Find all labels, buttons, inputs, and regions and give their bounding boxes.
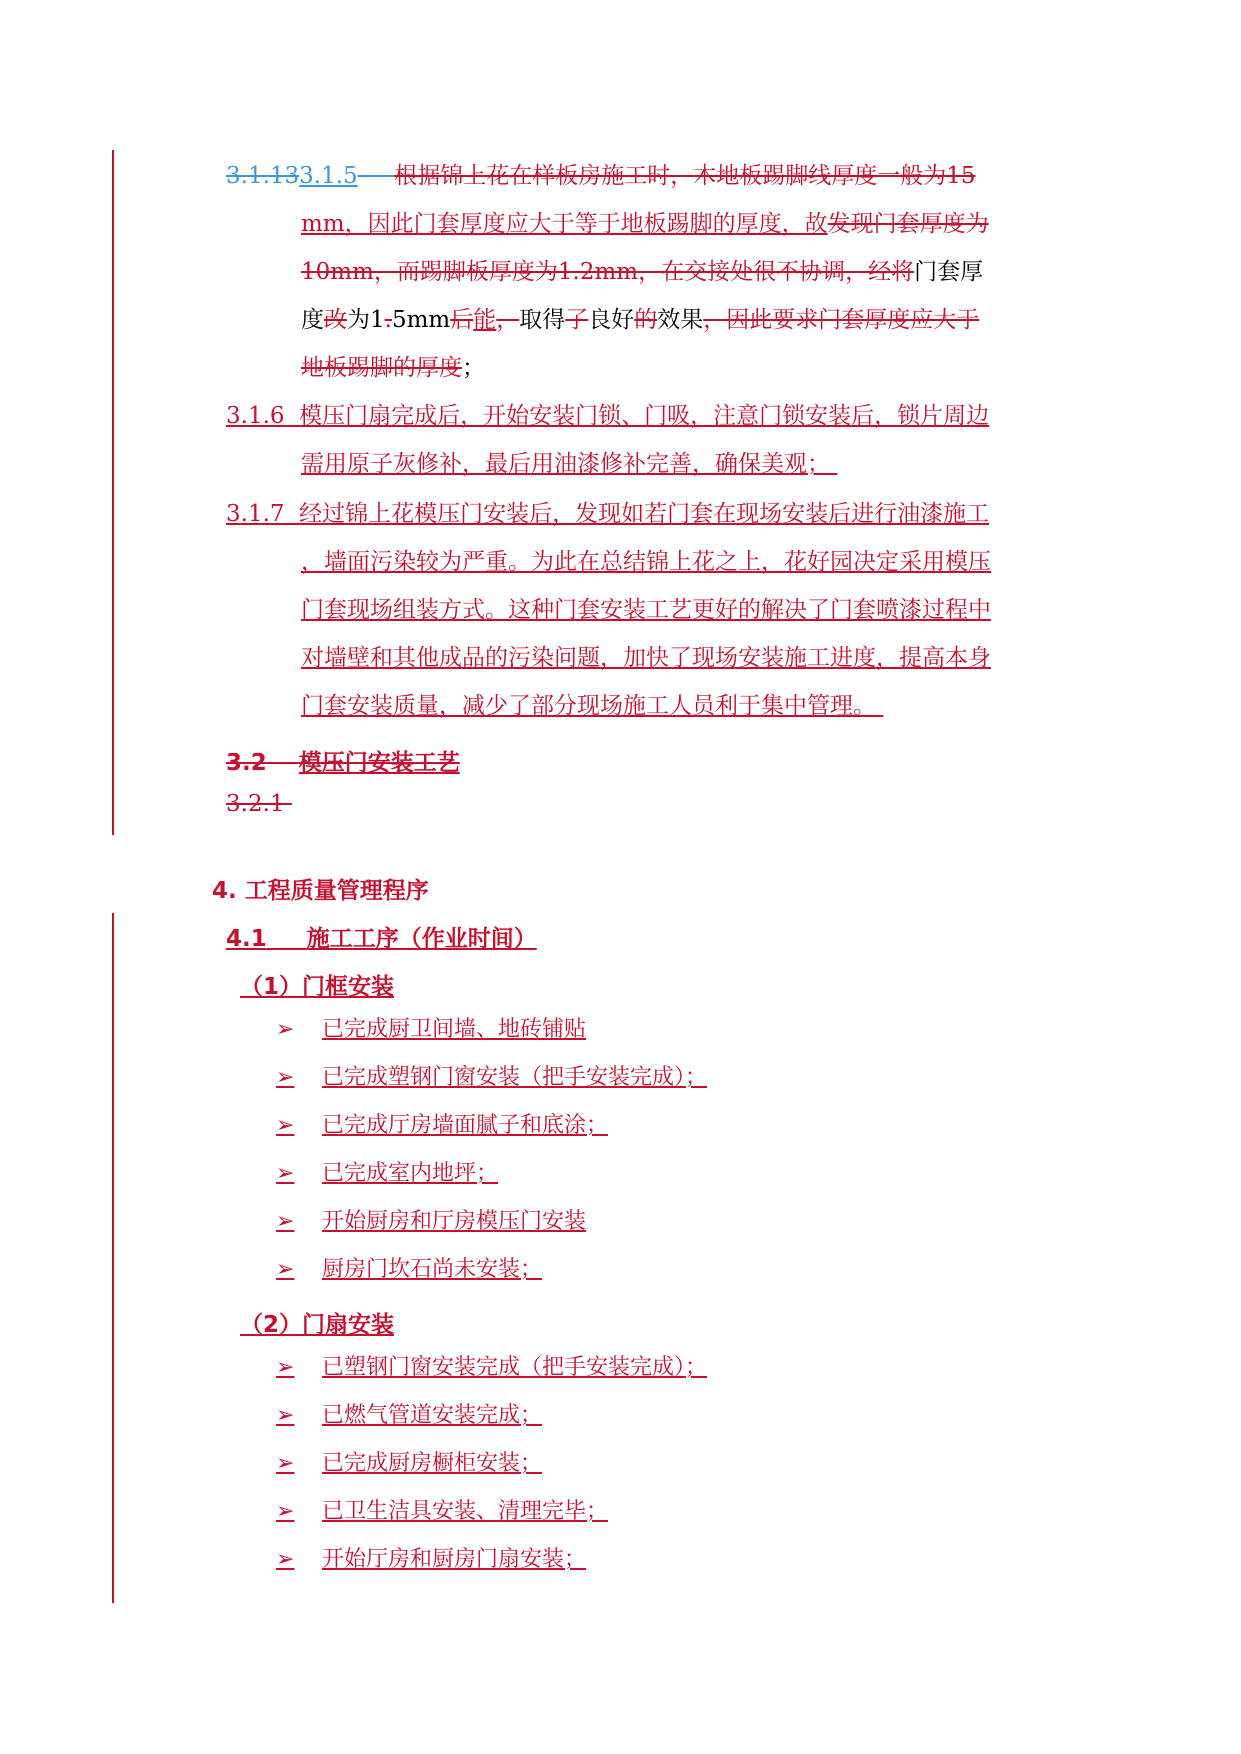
list-item-text: 已完成厨卫间墙、地砖铺贴 <box>322 1017 587 1042</box>
arrow-bullet-icon: ➢ <box>276 1209 295 1234</box>
deleted-text: 改 <box>324 307 347 333</box>
para-3-1-7-line-5 <box>301 682 883 730</box>
para-3-1-6-line-2 <box>301 440 837 488</box>
deleted-tab <box>285 791 292 817</box>
list-item <box>276 1488 608 1536</box>
inserted-text: 模压门扇完成后，开始安装门锁、门吸，注意门锁安装后，锁片周边 <box>299 403 990 429</box>
deleted-tab <box>358 163 395 189</box>
section-number: 3.1.6 <box>226 403 285 429</box>
deleted-tab <box>267 750 299 776</box>
body-text: ； <box>462 355 485 381</box>
list-item-text: 开始厅房和厨房门扇安装； <box>322 1547 587 1572</box>
arrow-bullet-icon: ➢ <box>276 1065 295 1090</box>
deleted-text: 木地板踢脚线厚度一般为15 <box>693 163 976 189</box>
para-3-1-5-line-2 <box>301 200 989 248</box>
body-text: 取得 <box>519 307 566 333</box>
body-text: 门套厚 <box>914 259 984 285</box>
list-item-text: 已完成厨房橱柜安装； <box>322 1451 543 1476</box>
para-3-1-5-line-4 <box>301 296 979 344</box>
deleted-text: . <box>384 307 392 333</box>
deleted-text: 的 <box>634 307 658 333</box>
inserted-text: mm，因此门套厚度应大于等于地板踢脚的厚度，故 <box>301 211 828 237</box>
deleted-text: 地板踢脚的厚度 <box>301 355 462 381</box>
list-item <box>276 1344 707 1392</box>
heading-text: 施工工序（作业时间） <box>306 926 537 952</box>
deleted-text: 后 <box>450 307 474 333</box>
list-item <box>276 1246 542 1294</box>
list-item-text: 已塑钢门窗安装完成（把手安装完成）； <box>322 1355 708 1380</box>
section-number: 3.1.5 <box>299 163 358 189</box>
inserted-text: 需用原子灰修补，最后用油漆修补完善，确保美观； <box>301 451 830 477</box>
list-item <box>276 1150 498 1198</box>
list-item-text: 开始厨房和厅房模压门安装 <box>322 1209 587 1234</box>
deleted-section-number: 3.2.1 <box>226 791 285 817</box>
arrow-bullet-icon: ➢ <box>276 1499 295 1524</box>
section-number: 4.1 <box>226 926 267 952</box>
para-3-1-5-line-5 <box>301 344 485 392</box>
subheading-group-1 <box>240 968 394 1001</box>
subheading-text: （2）门扇安装 <box>240 1312 395 1338</box>
deleted-text: 了 <box>565 307 589 333</box>
heading-text: 4. 工程质量管理程序 <box>212 878 429 904</box>
list-item <box>276 1536 586 1584</box>
deleted-text: ，因此要求门套厚度应大于 <box>703 307 980 333</box>
deleted-text: ， <box>496 307 520 333</box>
list-item <box>276 1102 608 1150</box>
body-text: 5mm <box>391 307 451 333</box>
change-bar-top <box>112 150 114 835</box>
heading-4-1 <box>226 920 537 953</box>
para-3-1-7-line-2 <box>301 538 991 586</box>
arrow-bullet-icon: ➢ <box>276 1451 295 1476</box>
deleted-number: 3.1.13 <box>226 163 300 189</box>
arrow-bullet-icon: ➢ <box>276 1403 295 1428</box>
list-item <box>276 1198 586 1246</box>
body-text: 良好 <box>588 307 635 333</box>
para-3-1-7-line-3 <box>301 586 991 634</box>
para-3-1-6-line-1 <box>226 392 989 440</box>
deleted-section-number: 3.2 <box>226 750 267 776</box>
inserted-text: ，墙面污染较为严重。为此在总结锦上花之上，花好园决定采用模压 <box>301 549 991 575</box>
heading-4 <box>212 872 429 905</box>
deleted-text: 10mm，而踢脚板厚度为1.2mm，在交接处很不协调，经将 <box>301 259 915 285</box>
list-item <box>276 1392 542 1440</box>
section-number: 3.1.7 <box>226 501 285 527</box>
arrow-bullet-icon: ➢ <box>276 1547 295 1572</box>
list-item-text: 已完成室内地坪； <box>322 1161 499 1186</box>
list-item-text: 已完成厅房墙面腻子和底涂； <box>322 1113 609 1138</box>
inserted-text: 门套现场组装方式。这种门套安装工艺更好的解决了门套喷漆过程中 <box>301 597 991 623</box>
body-text: 为1 <box>347 307 385 333</box>
arrow-bullet-icon: ➢ <box>276 1113 295 1138</box>
deleted-text: 根据锦上花在样板房施工时， <box>394 163 694 189</box>
deleted-text: 发现门套厚度为 <box>827 211 989 237</box>
list-item-text: 厨房门坎石尚未安装； <box>322 1257 543 1282</box>
deleted-heading-text: 模压门安装工艺 <box>298 750 460 776</box>
list-item <box>276 1006 586 1054</box>
list-item-text: 已卫生洁具安装、清理完毕； <box>322 1499 609 1524</box>
body-text: 度 <box>301 307 324 333</box>
list-item <box>276 1054 707 1102</box>
list-item-text: 已燃气管道安装完成； <box>322 1403 543 1428</box>
arrow-bullet-icon: ➢ <box>276 1257 295 1282</box>
arrow-bullet-icon: ➢ <box>276 1355 295 1380</box>
para-3-1-5-line-3 <box>301 248 983 296</box>
arrow-bullet-icon: ➢ <box>276 1161 295 1186</box>
change-bar-bottom <box>112 913 114 1603</box>
subheading-group-2 <box>240 1306 394 1339</box>
arrow-bullet-icon: ➢ <box>276 1017 295 1042</box>
para-3-1-5-line-1 <box>226 152 976 200</box>
inserted-text: 对墙壁和其他成品的污染问题，加快了现场安装施工进度，提高本身 <box>301 645 991 671</box>
list-item <box>276 1440 542 1488</box>
para-3-1-7-line-1 <box>226 490 989 538</box>
heading-3-2 <box>226 744 460 777</box>
list-item-text: 已完成塑钢门窗安装（把手安装完成）； <box>322 1065 708 1090</box>
body-text: 效果 <box>657 307 704 333</box>
para-3-1-7-line-4 <box>301 634 991 682</box>
inserted-text: 门套安装质量，减少了部分现场施工人员利于集中管理。 <box>301 693 876 719</box>
inserted-text: 能 <box>473 307 497 333</box>
subheading-text: （1）门框安装 <box>240 974 395 1000</box>
heading-3-2-1 <box>226 780 292 828</box>
inserted-text: 经过锦上花模压门安装后，发现如若门套在现场安装后进行油漆施工 <box>299 501 990 527</box>
